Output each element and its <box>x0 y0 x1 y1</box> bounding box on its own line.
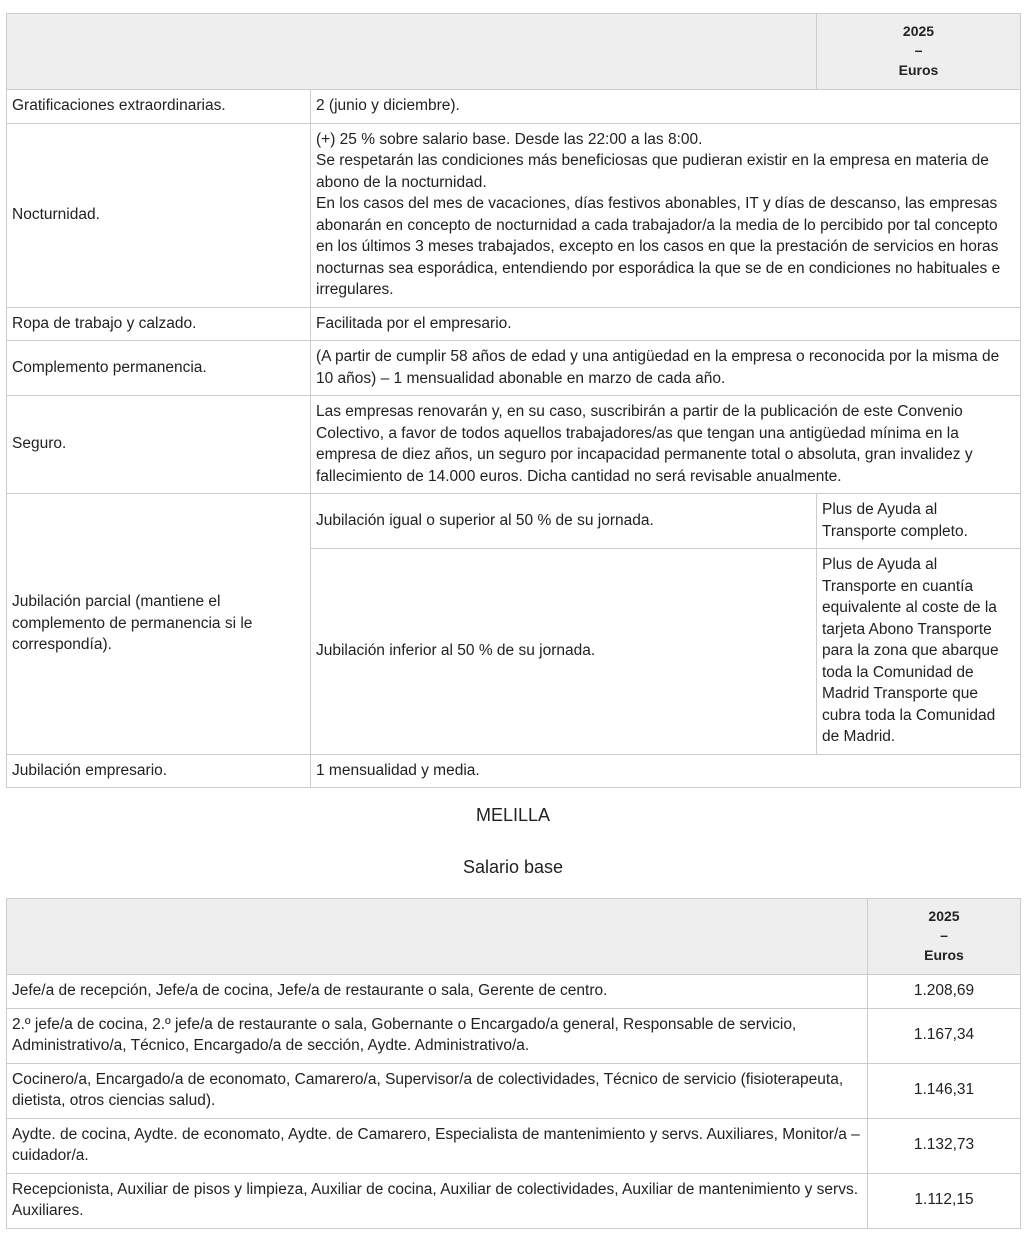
table-row <box>7 975 1021 1009</box>
row-value <box>311 123 1021 307</box>
row-label: Jubilación empresario. <box>7 754 311 788</box>
row-label: Seguro. <box>7 396 311 494</box>
nocturnidad-line: (+) 25 % sobre salario base. Desde las 22:00 a las 8:00. <box>316 130 703 148</box>
row-label: Nocturnidad. <box>7 123 311 307</box>
row-amount: 1.132,73 <box>868 1118 1021 1173</box>
header-year: 2025 <box>902 22 935 39</box>
row-amount: 1.208,69 <box>868 975 1021 1009</box>
row-category: Cocinero/a, Encargado/a de economato, Camarero/a, Supervisor/a de colectividades, Técnico de servicio (fisioterapeuta, dietista, otros ciencias salud). <box>7 1063 868 1118</box>
row-value: 2 (junio y diciembre). <box>311 90 1021 124</box>
subsection-title: Salario base <box>462 857 564 877</box>
row-value: 1 mensualidad y media. <box>311 754 1021 788</box>
row-category: 2.º jefe/a de cocina, 2.º jefe/a de restaurante o sala, Gobernante o Encargado/a general, Responsable de servicio, Administrativo/a, Técnico, Encargado/a de sección, Aydte. Administrativo/a. <box>7 1008 868 1063</box>
row-label: Jubilación parcial (mantiene el complemento de permanencia si le correspondía). <box>7 494 311 755</box>
section-title: MELILLA <box>475 805 551 825</box>
row-value: Las empresas renovarán y, en su caso, suscribirán a partir de la publicación de este Convenio Colectivo, a favor de todos aquellos trabajadores/as que tengan una antigüedad mínima en la empresa de diez años, un seguro por incapacidad permanente total o absoluta, gran invalidez y fallecimiento de 14.000 euros. Dicha cantidad no será revisable anualmente. <box>311 396 1021 494</box>
table-row <box>7 1173 1021 1228</box>
row-category: Aydte. de cocina, Aydte. de economato, Aydte. de Camarero, Especialista de mantenimiento y servs. Auxiliares, Monitor/a – cuidador/a. <box>7 1118 868 1173</box>
table-row <box>7 123 1021 307</box>
row-amount: 1.167,34 <box>868 1008 1021 1063</box>
row-label: Complemento permanencia. <box>7 341 311 396</box>
header-unit: Euros <box>924 946 964 963</box>
header-unit: Euros <box>898 61 939 78</box>
row-label: Gratificaciones extraordinarias. <box>7 90 311 124</box>
table-row <box>7 1118 1021 1173</box>
table-header-row <box>7 14 1021 90</box>
header-blank-cell <box>7 899 868 975</box>
header-dash: – <box>914 42 923 59</box>
table-row <box>7 90 1021 124</box>
row-benefit: Plus de Ayuda al Transporte completo. <box>817 494 1021 549</box>
row-amount: 1.112,15 <box>868 1173 1021 1228</box>
table-row <box>7 396 1021 494</box>
row-benefit: Plus de Ayuda al Transporte en cuantía equivalente al coste de la tarjeta Abono Transporte para la zona que abarque toda la Comunidad de Madrid Transporte que cubra toda la Comunidad de Madrid. <box>817 549 1021 755</box>
header-year-cell <box>817 14 1021 90</box>
table-row <box>7 494 1021 549</box>
row-condition: Jubilación igual o superior al 50 % de su jornada. <box>311 494 817 549</box>
complementos-table <box>6 13 1021 788</box>
row-amount: 1.146,31 <box>868 1063 1021 1118</box>
table-row <box>7 341 1021 396</box>
row-category: Jefe/a de recepción, Jefe/a de cocina, Jefe/a de restaurante o sala, Gerente de centro. <box>7 975 868 1009</box>
table-header-row <box>7 899 1021 975</box>
row-value: Facilitada por el empresario. <box>311 307 1021 341</box>
nocturnidad-line: En los casos del mes de vacaciones, días festivos abonables, IT y días de descanso, las empresas abonarán en concepto de nocturnidad a cada trabajador/a la media de lo percibido por tal concepto en los últimos 3 meses trabajados, excepto en los casos en que la prestación de servicios en horas nocturnas sea esporádica, entendiendo por esporádica la que se de en condiciones no habituales e irregulares. <box>316 195 1001 298</box>
salario-base-table <box>6 898 1021 1229</box>
table-row <box>7 307 1021 341</box>
table-row <box>7 1008 1021 1063</box>
row-condition: Jubilación inferior al 50 % de su jornada. <box>311 549 817 755</box>
table-row <box>7 754 1021 788</box>
row-value: (A partir de cumplir 58 años de edad y una antigüedad en la empresa o reconocida por la misma de 10 años) – 1 mensualidad abonable en marzo de cada año. <box>311 341 1021 396</box>
row-label: Ropa de trabajo y calzado. <box>7 307 311 341</box>
header-year: 2025 <box>928 907 960 924</box>
row-category: Recepcionista, Auxiliar de pisos y limpieza, Auxiliar de cocina, Auxiliar de colectividades, Auxiliar de mantenimiento y servs. Auxiliares. <box>7 1173 868 1228</box>
nocturnidad-line: Se respetarán las condiciones más beneficiosas que pudieran existir en la empresa en materia de abono de la nocturnidad. <box>316 152 989 191</box>
header-blank-cell <box>7 14 817 90</box>
header-dash: – <box>940 927 948 944</box>
header-year-cell <box>868 899 1021 975</box>
table-row <box>7 1063 1021 1118</box>
